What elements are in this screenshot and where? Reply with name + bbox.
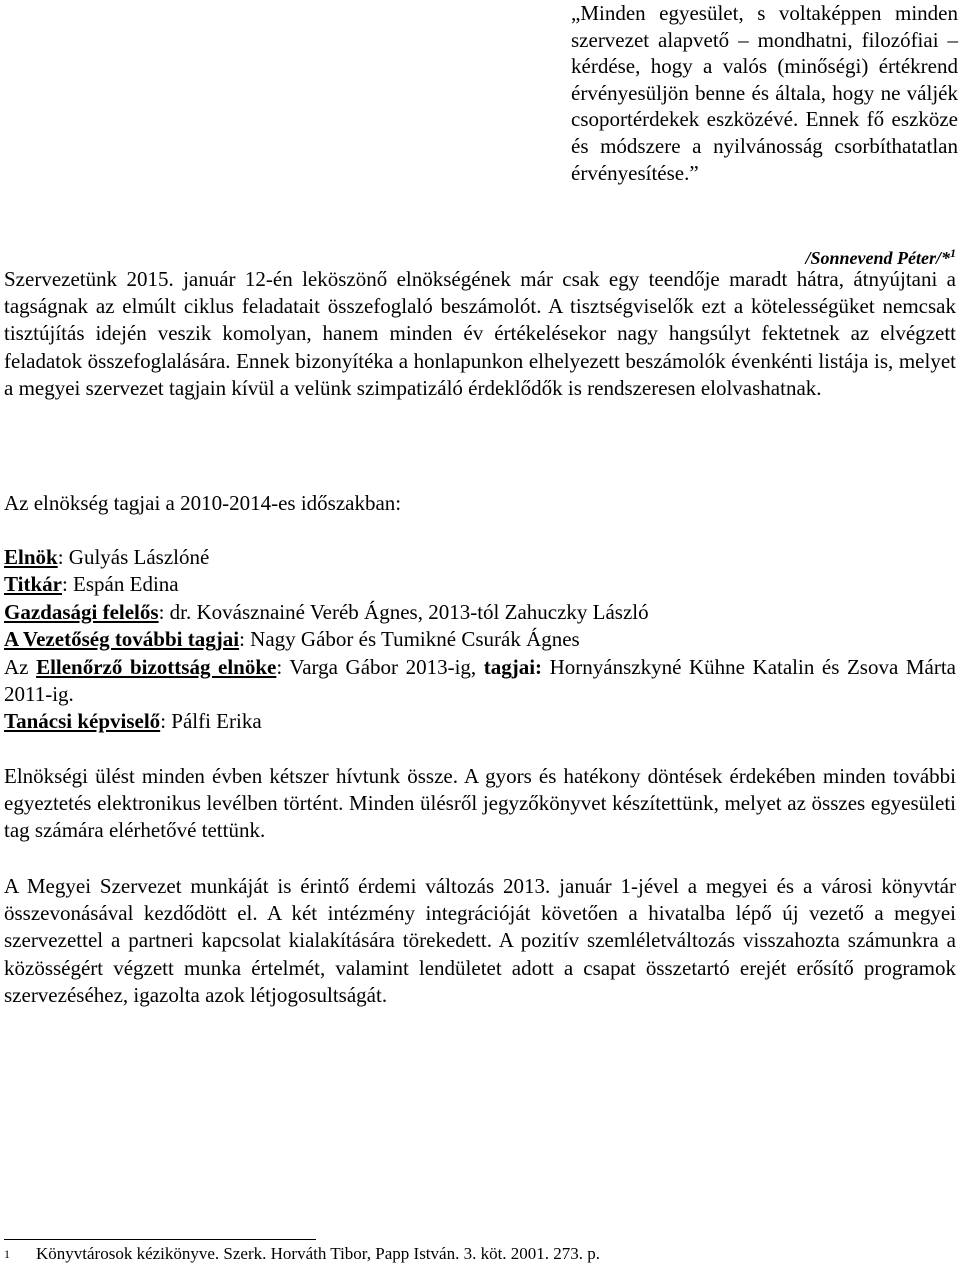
member-tagjai-label: tagjai: [483,654,543,679]
member-tanacsi-value: : Pálfi Erika [160,709,262,734]
member-gazdasagi-label: Gazdasági felelős [4,599,159,624]
paragraph-meetings: Elnökségi ülést minden évben kétszer hívtunk össze. A gyors és hatékony döntések érdekében minden további egyeztetés elektronikus levélben történt. Minden ülésről jegyzőkönyvet készítettünk, melyet az összes egyesületi tag számára elérhetővé tettünk. [4,764,956,843]
paragraph-changes: A Megyei Szervezet munkáját is érintő érdemi változás 2013. január 1-jével a megyei és a városi könyvtár összevonásával kezdődött el. A két intézmény integrációját követően a hivatalba lépő új vezető a megyei szervezettel a partneri kapcsolat kialakítására törekedett. A pozitív szemléletváltozás visszahozta számunkra a közösségért végzett munka értelmét, valamint lendületet adott a csapat összetartó erejét erősítő programok szervezéséhez, igazolta azok létjogosultságát. [4,874,956,1007]
paragraph-intro: Szervezetünk 2015. január 12-én leköszönő elnökségének már csak egy teendője maradt hátra, átnyújtani a tagságnak az elmúlt ciklus feladatait összefoglaló beszámolót. A tisztségviselők ezt a kötelességüket nemcsak tisztújítás idején veszik komolyan, hanem minden év értékelésekor nagy hangsúlyt fektetnek az elvégzett feladatok összefoglalására. Ennek bizonyítéka a honlapunkon elhelyezett beszámolók évenkénti listája is, melyet a megyei szervezet tagjain kívül a velünk szimpatizáló érdeklődők is rendszeresen elolvashatnak. [4,267,956,400]
member-elnok-value: : Gulyás Lászlóné [57,545,210,569]
member-titkar-value: : Espán Edina [61,572,179,597]
member-gazdasagi-value: : dr. Kovásznainé Veréb Ágnes, 2013-tól Zahuczky László [158,599,649,624]
attribution-author: /Sonnevend Péter/* [805,248,950,268]
members-list [4,544,956,736]
member-ellenorzo [4,654,956,709]
member-gazdasagi [4,599,956,626]
member-titkar-label: Titkár [4,572,62,597]
member-vezetoseg-label: A Vezetőség további tagjai [4,627,240,652]
member-titkar [4,571,956,598]
member-tanacsi-label: Tanácsi képviselő [4,709,161,734]
member-tanacsi [4,708,956,735]
member-ellenorzo-value: : Varga Gábor 2013-ig, [276,654,484,679]
section-title: Az elnökség tagjai a 2010-2014-es időszakban: [4,491,402,515]
member-tagjai-value: Hornyánszkyné Kühne Katalin és Zsova Márta 2011-ig. [4,654,956,707]
member-elnok-label: Elnök [4,545,58,569]
footnote [4,1243,600,1265]
footnote-reference: 1 [950,246,956,260]
footnote-text: Könyvtárosok kézikönyve. Szerk. Horváth Tibor, Papp István. 3. köt. 2001. 273. p. [36,1244,601,1263]
member-vezetoseg-value: : Nagy Gábor és Tumikné Csurák Ágnes [239,627,580,652]
quote-block: „Minden egyesület, s voltaképpen minden szervezet alapvető – mondhatni, filozófiai – kérdése, hogy a valós (minőségi) értékrend érvényesüljön benne és általa, hogy ne váljék csoportérdekek eszközévé. Ennek fő eszköze és módszere a nyilvánosság csorbíthatatlan érvényesítése.” [571,1,958,185]
member-ellenorzo-label: Ellenőrző bizottság elnöke [36,654,277,679]
footnote-number: 1 [4,1247,10,1261]
footnote-divider [4,1239,316,1240]
member-ellenorzo-prefix: Az [4,654,37,679]
member-vezetoseg [4,626,956,653]
member-elnok [4,544,956,571]
